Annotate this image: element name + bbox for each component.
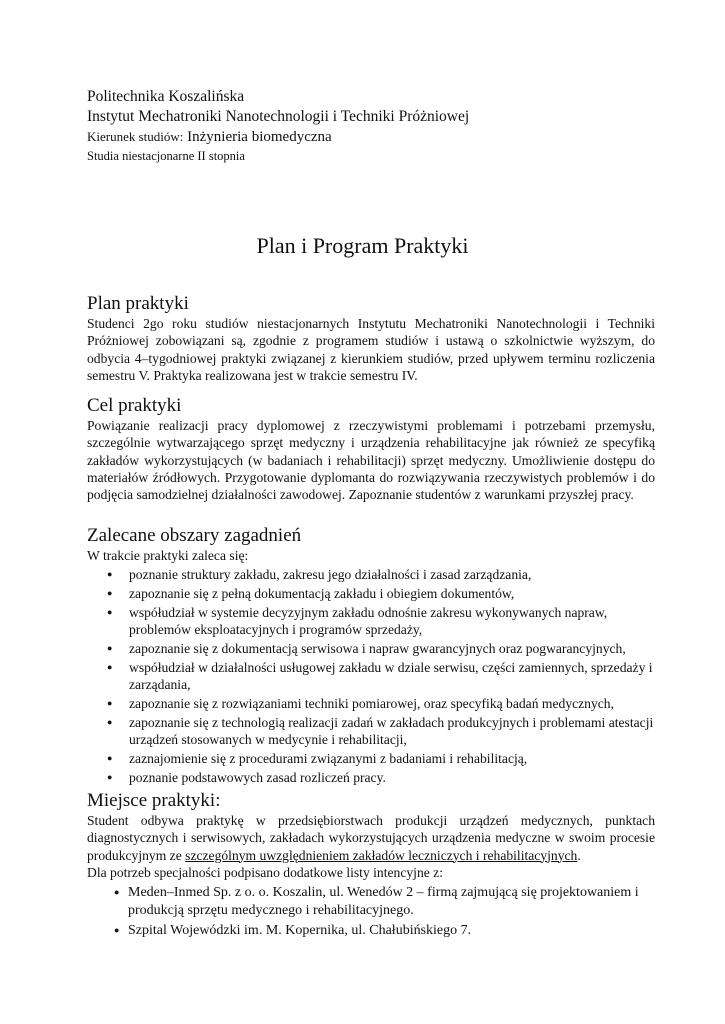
field-of-study: [87, 127, 687, 147]
place-list: [114, 884, 655, 940]
areas-list: [107, 566, 655, 786]
bullet-icon: ●: [107, 642, 113, 653]
bullet-icon: ●: [107, 661, 113, 672]
list-item: ● poznanie podstawowych zasad rozliczeń pracy.: [107, 769, 386, 785]
section-plan: [87, 293, 655, 384]
list-item: ● zapoznanie się z technologią realizacji zadań w zakładach produkcyjnych i problemami atestacji urządzeń stosowanych w medycynie i rehabilitacji,: [107, 714, 654, 748]
section-place: [87, 790, 655, 943]
bullet-icon: ●: [107, 716, 113, 727]
bullet-icon: ●: [107, 697, 113, 708]
section-areas: [87, 525, 655, 786]
bullet-icon: ●: [114, 887, 120, 898]
list-item: ● zapoznanie się z dokumentacją serwisowa i napraw gwarancyjnych oraz pogwarancyjnych,: [107, 640, 626, 656]
list-item: ● współudział w działalności usługowej zakładu w dziale serwisu, części zamiennych, sprzedaży i zarządania,: [107, 659, 653, 693]
list-item: ● zaznajomienie się z procedurami związanymi z badaniami i rehabilitacją,: [107, 751, 528, 767]
section-heading-goal: Cel praktyki: [87, 395, 182, 416]
section-heading-place: Miejsce praktyki:: [87, 790, 221, 811]
document-title: Plan i Program Praktyki: [256, 233, 469, 258]
list-item: ● Meden–Inmed Sp. z o. o. Koszalin, ul. Wenedów 2 – firmą zajmującą się projektowaniem i produkcją sprzętu medycznego i rehabilitacyjnego.: [114, 885, 639, 918]
section-text-plan: Studenci 2go roku studiów niestacjonarnych Instytutu Mechatroniki Nanotechnologii i Techniki Próżniowej zobowiązani są, zgodnie z programem studiów i ustawą o szkolnictwie wyższym, do odbycia 4–tygodniowej praktyki związanej z kierunkiem studiów, przed upływem terminu rozliczenia semestru V. Praktyka realizowana jest w trakcie semestru IV.: [87, 316, 655, 383]
field-label: Kierunek studiów:: [87, 129, 184, 144]
underlined-text: szczególnym uwzględnieniem zakładów leczniczych i rehabilitacyjnych: [185, 847, 578, 863]
bullet-icon: ●: [114, 925, 120, 936]
institute-name: Instytut Mechatroniki Nanotechnologii i Techniki Próżniowej: [87, 108, 470, 125]
bullet-icon: ●: [107, 606, 113, 617]
section-heading-plan: Plan praktyki: [87, 293, 189, 314]
section-text-place: Student odbywa praktykę w przedsiębiorstwach produkcji urządzeń medycznych, punktach diagnostycznych i serwisowych, zakładach wykorzystujących urządzenia medyczne w swoim procesie produkcyjnym ze szczególnym uwzględnieniem zakładów leczniczych i rehabilitacyjnych.: [87, 813, 655, 863]
list-item: ● poznanie struktury zakładu, zakresu jego działalności i zasad zarządzania,: [107, 566, 532, 582]
study-mode: Studia niestacjonarne II stopnia: [87, 149, 245, 163]
list-item: ● zapoznanie się z pełną dokumentacją zakładu i obiegiem dokumentów,: [107, 585, 515, 601]
section-text-goal: Powiązanie realizacji pracy dyplomowej z rzeczywistymi problemami i potrzebami przemysłu, szczególnie wytwarzającego sprzęt medyczny i urządzenia rehabilitacyjne jak również ze specyfiką zakładów wykorzystujących (w badaniach i rehabilitacji) sprzęt medyczny. Umożliwienie dostępu do materiałów źródłowych. Przygotowanie dyplomanta do rozwiązywania rzeczywistych problemów i do podjęcia samodzielnej działalności zawodowej. Zapoznanie studentów z warunkami przyszłej pracy.: [87, 418, 655, 503]
bullet-icon: ●: [107, 753, 113, 764]
place-note: Dla potrzeb specjalności podpisano dodatkowe listy intencyjne z:: [87, 864, 443, 880]
bullet-icon: ●: [107, 568, 113, 579]
university-name: Politechnika Koszalińska: [87, 88, 245, 105]
section-goal: [87, 395, 655, 503]
bullet-icon: ●: [107, 771, 113, 782]
section-heading-areas: Zalecane obszary zagadnień: [87, 525, 302, 546]
list-item: ● współudział w systemie decyzyjnym zakładu odnośnie zakresu wykonywanych napraw, problemów eksploatacyjnych i programów sprzedaży,: [107, 604, 608, 637]
bullet-icon: ●: [107, 587, 113, 598]
list-item: ● Szpital Wojewódzki im. M. Kopernika, ul. Chałubińskiego 7.: [114, 923, 472, 939]
list-item: ● zapoznanie się z rozwiązaniami techniki pomiarowej, oraz specyfiką badań medycznych,: [107, 695, 615, 711]
areas-intro: W trakcie praktyki zaleca się:: [87, 548, 249, 563]
document-header: [87, 87, 687, 165]
field-value: Inżynieria biomedyczna: [187, 129, 332, 145]
